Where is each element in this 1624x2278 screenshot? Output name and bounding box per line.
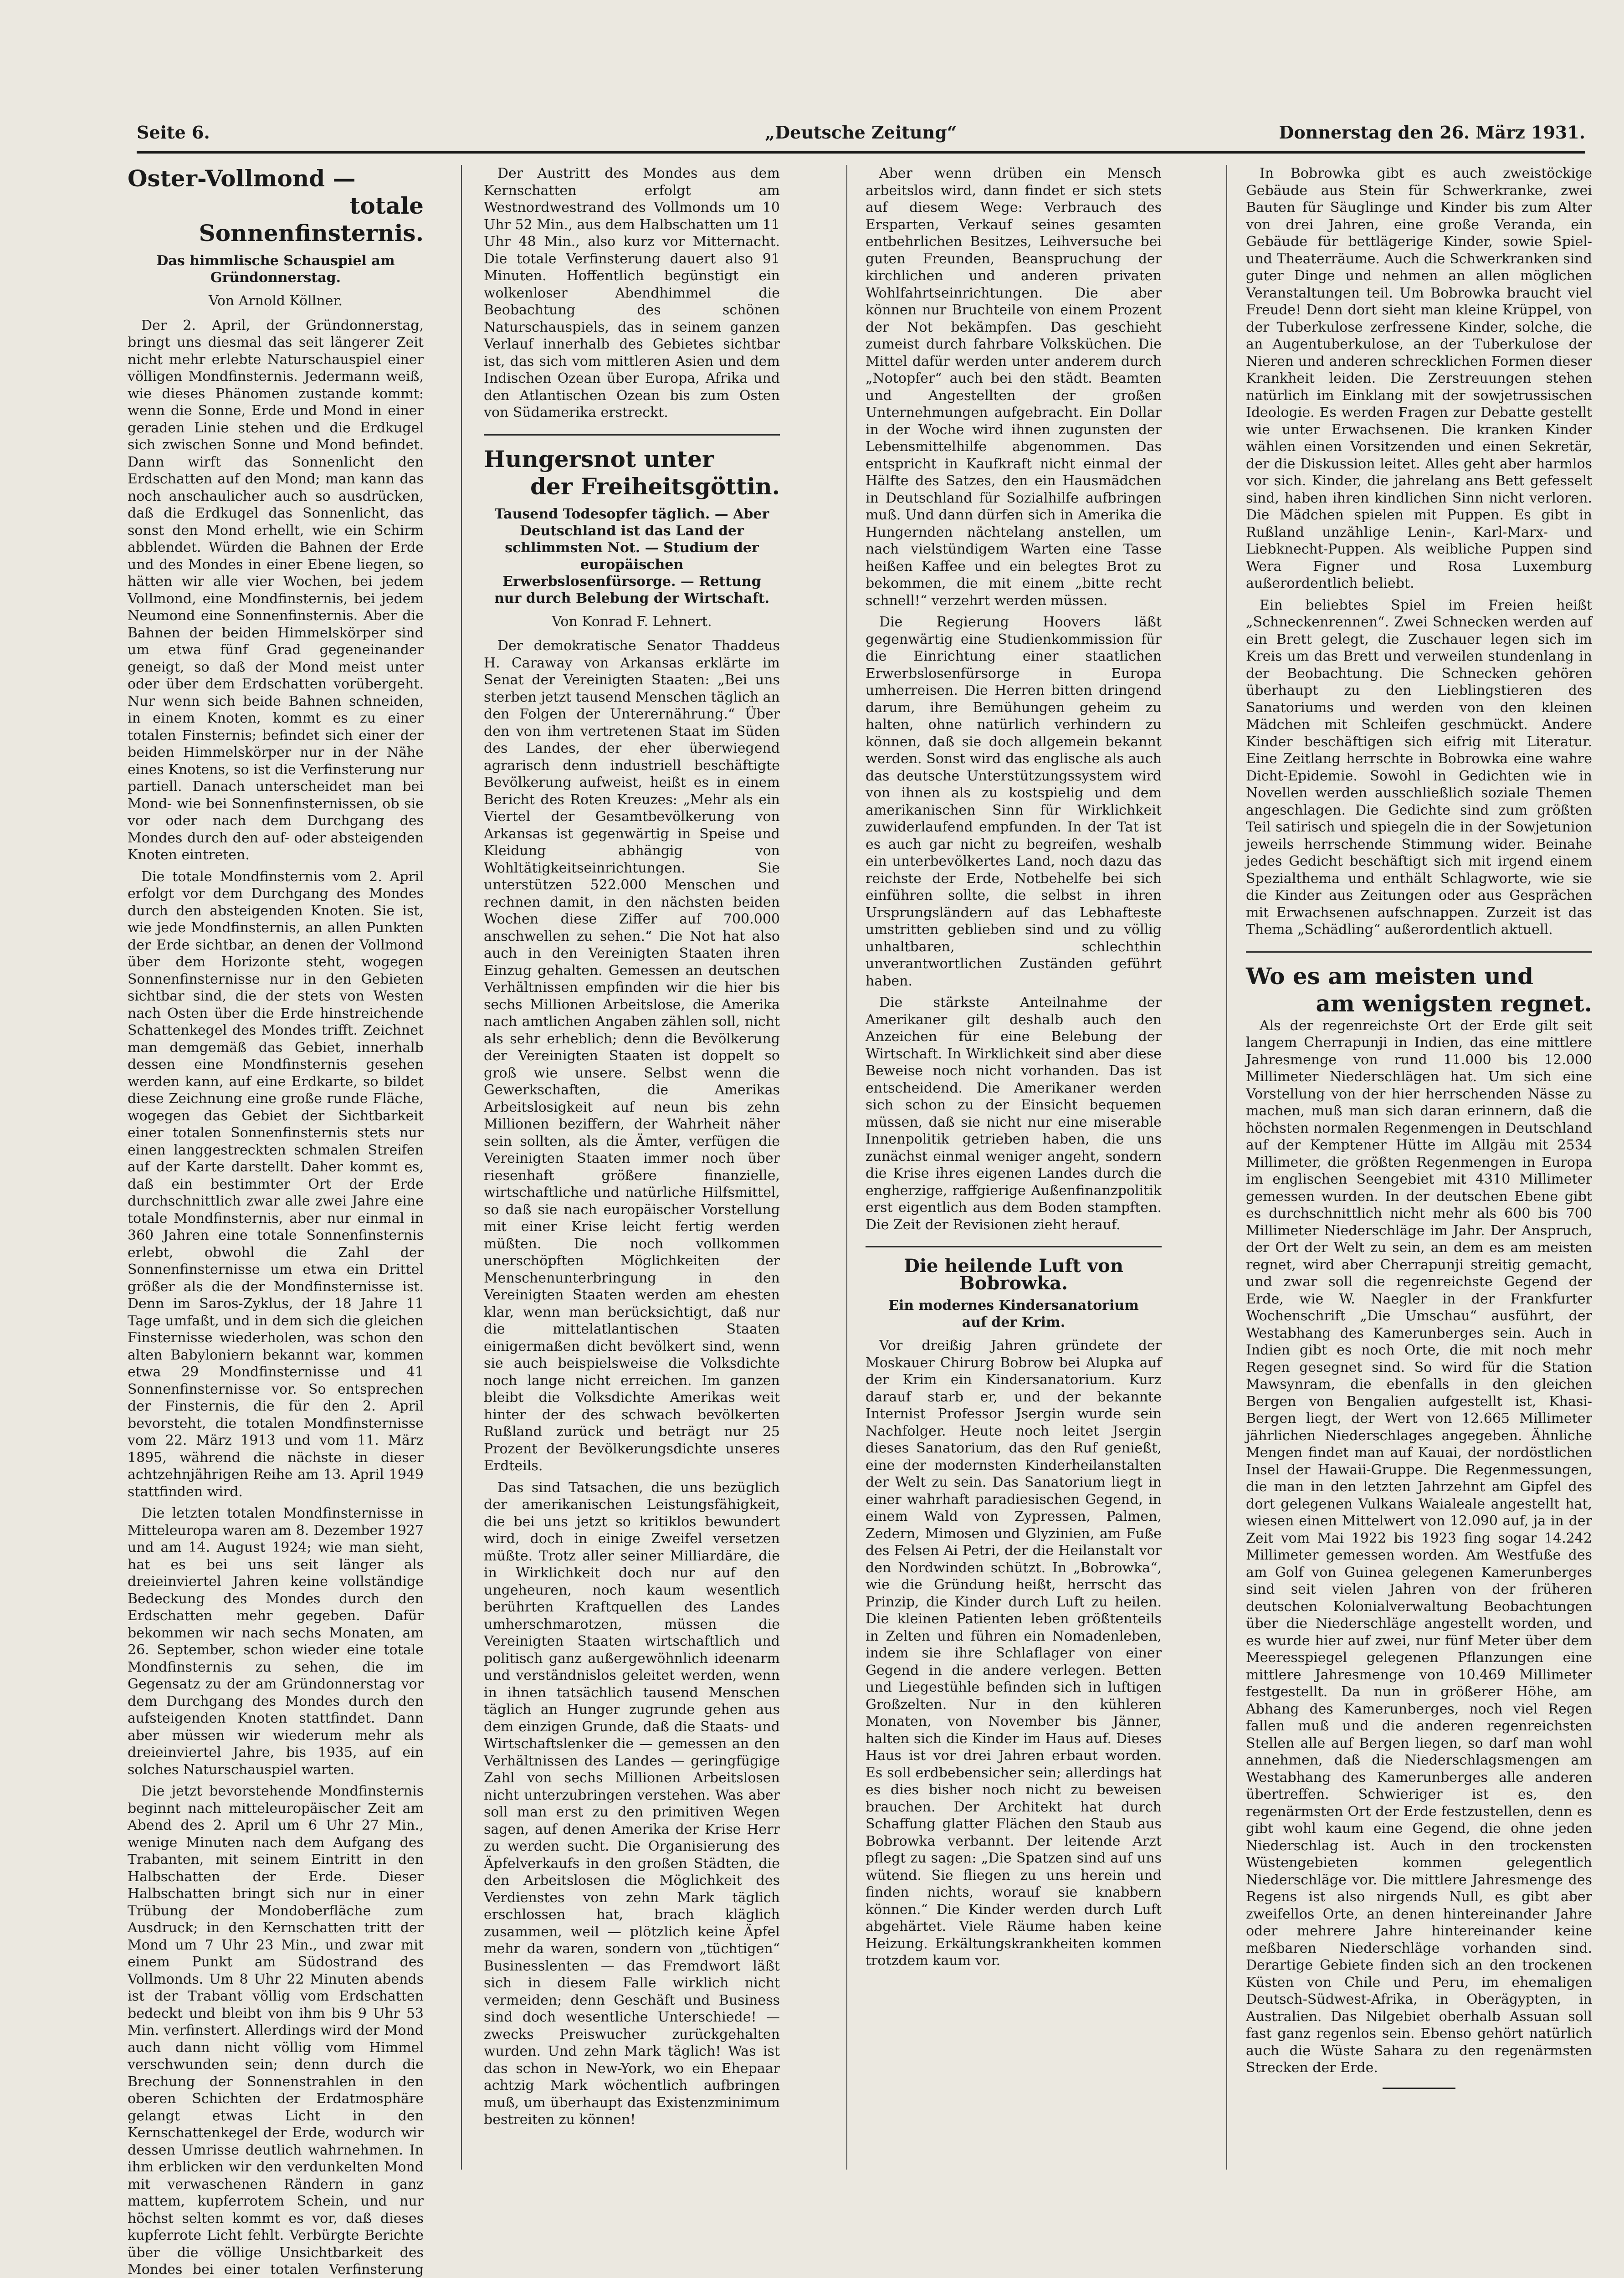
article-paragraph: Der demokratische Senator Thaddeus H. Caraway von Arkansas erklärte im Senat der Vereinigten Staaten: „Bei uns sterben jetzt tausend Menschen täglich an den Folgen der Unterernährung.“ Über den von ihm vertretenen Staat im Süden des Landes, der eher überwiegend agrarisch denn industriell beschäftigte Bevölkerung aufweist, heißt es in einem Bericht des Roten Kreuzes: „Mehr als ein Viertel der Gesamtbevölkerung von Arkansas ist gegenwärtig in Speise und Kleidung abhängig von Wohltätigkeitseinrichtungen. Sie unterstützen 522.000 Menschen und rechnen damit, in den nächsten beiden Wochen diese Ziffer auf 700.000 anschwellen zu sehen.“ Die Not hat also auch in den Vereinigten Staaten ihren Einzug gehalten. Gemessen an deutschen Verhältnissen empfinden wir die hier bis sechs Millionen Arbeitslose, die Amerika nach amtlichen Angaben zählen soll, nicht als sehr erheblich; denn die Bevölkerung der Vereinigten Staaten ist doppelt so groß wie unsere. Selbst wenn die Gewerkschaften, die Amerikas Arbeitslosigkeit auf neun bis zehn Millionen beziffern, der Wahrheit näher sein sollten, als die Ämter, verfügen die Vereinigten Staaten immer noch über riesenhaft größere finanzielle, wirtschaftliche und natürliche Hilfsmittel, so daß sie nach europäischer Vorstellung mit einer Krise leicht fertig werden müßten. Die noch vollkommen unerschöpften Möglichkeiten der Menschenunterbringung in den Vereinigten Staaten werden am ehesten klar, wenn man berücksichtigt, daß nur die mittelatlantischen Staaten einigermaßen dicht bevölkert sind, wenn sie auch beispielsweise die Volksdichte noch lange nicht erreichen. Im ganzen bleibt die Volksdichte Amerikas weit hinter der des schwach bevölkerten Rußland zurück und beträgt nur 25 Prozent der Bevölkerungsdichte unseres Erdteils. — [484, 638, 780, 1474]
article-title: am wenigsten regnet. — [1316, 990, 1592, 1017]
article-separator — [866, 1246, 1162, 1247]
article-title: Oster-Vollmond — — [128, 165, 356, 192]
article-paragraph: Die jetzt bevorstehende Mondfinsternis beginnt nach mitteleuropäischer Zeit am Abend des 2. April um 6 Uhr 27 Min., wenige Minuten nach dem Aufgang des Trabanten, mit seinem Eintritt in den Halbschatten der Erde. Dieser Halbschatten bringt sich nur in einer Trübung der Mondoberfläche zum Ausdruck; in den Kernschatten tritt der Mond um 7 Uhr 23 Min., und zwar mit einem Punkt am Südostrand des Vollmonds. Um 8 Uhr 22 Minuten abends ist der Trabant völlig vom Erdschatten bedeckt und bleibt von ihm bis 9 Uhr 53 Min. verfinstert. Allerdings wird der Mond auch dann nicht völlig vom Himmel verschwunden sein; denn durch die Brechung der Sonnenstrahlen in den oberen Schichten der Erdatmosphäre gelangt etwas Licht in den Kernschattenkegel der Erde, wodurch wir dessen Umrisse deutlich wahrnehmen. In ihm erblicken wir den verdunkelten Mond mit verwaschenen Rändern in ganz mattem, kupferrotem Schein, und nur höchst selten kommt es vor, daß dieses kupferrote Licht fehlt. Verbürgte Berichte über die völlige Unsichtbarkeit des Mondes bei einer totalen Verfinsterung — [128, 1783, 424, 2278]
article-title: Hungersnot unter — [484, 445, 714, 472]
column-rule — [846, 165, 847, 2170]
newspaper-title: „Deutsche Zeitung“ — [765, 122, 957, 143]
article-paragraph: Vor dreißig Jahren gründete der Moskauer Chirurg Bobrow bei Alupka auf der Krim ein Kindersanatorium. Kurz darauf starb er, und der bekannte Internist Professor Jsergin wurde sein Nachfolger. Heute noch leitet Jsergin dieses Sanatorium, das den Ruf genießt, eine der modernsten Kinderheilanstalten der Welt zu sein. Das Sanatorium liegt in einer wahrhaft paradiesischen Gegend, in einem Wald von Zypressen, Palmen, Zedern, Mimosen und Glyzinien, am Fuße des Felsen Ai Petri, der die Heilanstalt vor den Nordwinden schützt. In „Bobrowka“, wie die Gründung heißt, herrscht das Prinzip, die Kinder durch Luft zu heilen. Die kleinen Patienten leben größtenteils in Zelten und führen ein Nomadenleben, indem sie ihre Schlaflager von einer Gegend in die andere verlegen. Betten und Liegestühle befinden sich in luftigen Großzelten. Nur in den kühleren Monaten, von November bis Jänner, halten sich die Kinder im Haus auf. Dieses Haus ist vor drei Jahren erbaut worden. Es soll erdbebensicher sein; allerdings hat es dies bisher noch nicht zu beweisen brauchen. Der Architekt hat durch Schaffung glatter Flächen den Staub aus Bobrowka verbannt. Der leitende Arzt pflegt zu sagen: „Die Spatzen sind auf uns wütend. Sie fliegen zu uns herein und finden nichts, worauf sie knabbern können.“ Die Kinder werden durch Luft abgehärtet. Viele Räume haben keine Heizung. Erkältungskrankheiten kommen trotzdem kaum vor. — [866, 1338, 1162, 1969]
article-title: totale Sonnenfinsternis. — [199, 192, 424, 246]
column-4 — [1246, 165, 1592, 2170]
article-paragraph: Die letzten totalen Mondfinsternisse in Mitteleuropa waren am 8. Dezember 1927 und am 14. August 1924; wie man sieht, hat es bei uns seit länger als dreieinviertel Jahren keine vollständige Bedeckung des Mondes durch den Erdschatten mehr gegeben. Dafür bekommen wir nach sechs Monaten, am 26. September, schon wieder eine totale Mondfinsternis zu sehen, die im Gegensatz zu der am Gründonnerstag vor dem Durchgang des Mondes durch den aufsteigenden Knoten stattfindet. Dann aber müssen wir wiederum mehr als dreieinviertel Jahre, bis 1935, auf ein solches Naturschauspiel warten. — [128, 1505, 424, 1778]
article-paragraph: Als der regenreichste Ort der Erde gilt seit langem Cherrapunji in Indien, das eine mittlere Jahresmenge von rund 11.000 bis 12.000 Millimeter Niederschlägen hat. Um sich eine Vorstellung von der hier herrschenden Nässe zu machen, muß man sich daran erinnern, daß die höchsten normalen Regenmengen in Deutschland auf der Kemptener Hütte im Allgäu mit 2534 Millimeter, die größten Regenmengen in Europa im englischen Seengebiet mit 4310 Millimeter gemessen wurden. In der deutschen Ebene gibt es durchschnittlich nicht mehr als 600 bis 700 Millimeter Niederschläge im Jahr. Der Anspruch, der Ort der Welt zu sein, an dem es am meisten regnet, wird aber Cherrapunji streitig gemacht, und zwar soll die regenreichste Gegend der Erde, wie W. Naegler in der Frankfurter Wochenschrift „Die Umschau“ ausführt, der Westabhang des Kamerunberges sein. Auch in Indien gibt es noch Orte, die mit noch mehr Regen gesegnet sind. So wird für die Station Mawsynram, die ebenfalls in den gleichen Bergen von Bengalien aufgestellt ist, Khasi-Bergen liegt, der Wert von 12.665 Millimeter jährlichen Niederschlages angegeben. Ähnliche Mengen findet man auf Kauai, der nordöstlichen Insel der Hawaii-Gruppe. Die Regenmessungen, die man in den letzten Jahrzehnt am Gipfel des dort gelegenen Vulkans Waialeale angestellt hat, wiesen einen Mittelwert von 12.090 auf, ja in der Zeit vom Mai 1922 bis 1923 fing sogar 14.242 Millimeter gemessen worden. Am Westfuße des am Golf von Guinea gelegenen Kamerunberges sind seit vielen Jahren von der früheren deutschen Kolonialverwaltung Beobachtungen über die Niederschläge angestellt worden, und es wurde hier auf zwei, nur fünf Meter über dem Meeresspiegel gelegenen Pflanzungen eine mittlere Jahresmenge von 10.469 Millimeter festgestellt. Da nun in größerer Höhe, am Abhang des Kamerunberges, noch viel Regen fallen muß und die anderen regenreichsten Stellen alle auf Bergen liegen, so darf man wohl annehmen, daß die Niederschlagsmengen am Westabhang des Kamerunberges alle anderen übertreffen. Schwieriger ist es, den regenärmsten Ort der Erde festzustellen, denn es gibt wohl kaum eine Gegend, die ohne jeden Niederschlag ist. Auch in den trockensten Wüstengebieten kommen gelegentlich Niederschläge vor. Die mittlere Jahresmenge des Regens ist also nirgends Null, es gibt aber zweifellos Orte, an denen hintereinander Jahre oder mehrere Jahre hintereinander keine meßbaren Niederschläge vorhanden sind. Derartige Gebiete finden sich an den trockenen Küsten von Chile und Peru, im ehemaligen Deutsch-Südwest-Afrika, in Oberägypten, in Australien. Das Nilgebiet oberhalb Assuan soll fast ganz regenlos sein. Ebenso gehört natürlich auch die Wüste Sahara zu den regenärmsten Strecken der Erde. — [1246, 1017, 1592, 2076]
article-paragraph: Die stärkste Anteilnahme der Amerikaner gilt deshalb auch den Anzeichen für eine Belebung der Wirtschaft. In Wirklichkeit sind aber diese Beweise noch nicht vorhanden. Das ist entscheidend. Die Amerikaner werden sich schon zu der Einsicht bequemen müssen, daß sie nicht nur eine miserable Innenpolitik getrieben haben, die uns zunächst einmal weniger angeht, sondern die Krise ihres eigenen Landes durch die engherzige, raffgierige Außenfinanzpolitik erst eigentlich aus dem Boden stampften. Die Zeit der Revisionen zieht herauf. — [866, 995, 1162, 1233]
article-deck: Das himmlische Schauspiel am Gründonnerstag. — [156, 253, 395, 286]
article-deck: Tausend Todesopfer täglich. — Aber Deutschland ist das Land der schlimmsten Not. — Studium der europäischen Erwerbslosenfürsorge. — Rettung nur durch Belebung der Wirtschaft. — [494, 506, 770, 606]
masthead — [137, 119, 1585, 154]
article-paragraph: Die totale Mondfinsternis vom 2. April erfolgt vor dem Durchgang des Mondes durch den absteigenden Knoten. Sie ist, wie jede Mondfinsternis, an allen Punkten der Erde sichtbar, an denen der Vollmond über dem Horizonte steht, wogegen Sonnenfinsternisse nur in den Gebieten sichtbar sind, die der stets von Westen nach Osten über die Erde hinstreichende Schattenkegel des Mondes trifft. Zeichnet man demgemäß das Gebiet, innerhalb dessen eine Mondfinsternis gesehen werden kann, auf eine Erdkarte, so bildet diese Zeichnung eine große runde Fläche, wogegen das Gebiet der Sichtbarkeit einer totalen Sonnenfinsternis stets nur einen langgestreckten schmalen Streifen auf der Karte darstellt. Daher kommt es, daß ein bestimmter Ort der Erde durchschnittlich zwar alle zwei Jahre eine totale Mondfinsternis, aber nur einmal in 360 Jahren eine totale Sonnenfinsternis erlebt, obwohl die Zahl der Sonnenfinsternisse um etwa ein Drittel größer als die der Mondfinsternisse ist. Denn im Saros-Zyklus, der 18 Jahre 11 Tage umfaßt, und in dem sich die gleichen Finsternisse wiederholen, was schon den alten Babyloniern bekannt war, kommen etwa 29 Mondfinsternisse und 41 Sonnenfinsternisse vor. So entsprechen der Finsternis, die für den 2. April bevorsteht, die totalen Mondfinsternisse vom 22. März 1913 und vom 11. März 1895, während die nächste in dieser achtzehnjährigen Reihe am 13. April 1949 stattfinden wird. — [128, 868, 424, 1500]
column-2 — [484, 165, 780, 2170]
article-byline: Von Arnold Köllner. — [208, 293, 343, 309]
article-title: der Freiheitsgöttin. — [530, 472, 780, 500]
page-number: Seite 6. — [137, 122, 210, 143]
article-separator — [1246, 951, 1592, 953]
article-paragraph: Ein beliebtes Spiel im Freien heißt „Schneckenrennen“. Zwei Schnecken werden auf ein Brett gelegt, die Zuschauer legen sich im Kreis um das Brett und verweilen stundenlang in der Beobachtung. Die Schnecken gehören überhaupt zu den Lieblingstieren des Sanatoriums und werden von den kleinen Mädchen mit Schleifen geschmückt. Andere Kinder beschäftigen sich eifrig mit Literatur. Eine Zeitlang herrschte in Bobrowka eine wahre Dicht-Epidemie. Sowohl in Gedichten wie in Novellen werden ausschließlich soziale Themen angeschlagen. Die Gedichte sind zum größten Teil satirisch und spiegeln die in der Sowjetunion jeweils herrschende Stimmung wider. Beinahe jedes Gedicht beschäftigt sich mit irgend einem Spezialthema und enthält Schlagworte, wie sie die Kinder aus Zeitungen oder aus Gesprächen mit Erwachsenen aufschnappen. Zurzeit ist das Thema „Schädling“ außerordentlich aktuell. — [1246, 597, 1592, 938]
article-deck: Ein modernes Kindersanatorium auf der Krim. — [888, 1298, 1139, 1330]
article-paragraph: Das sind Tatsachen, die uns bezüglich der amerikanischen Leistungsfähigkeit, die bei uns jetzt so kritiklos bewundert wird, doch in einige Zweifel versetzen müßte. Trotz aller seiner Milliardäre, die in Wirklichkeit doch nur auf den ungeheuren, noch kaum wesentlich berührten Kraftquellen des Landes umherschmarotzen, müssen die Vereinigten Staaten wirtschaftlich und politisch ganz außergewöhnlich ideenarm und verständnislos geleitet werden, wenn in ihnen tatsächlich tausend Menschen täglich an Hunger zugrunde gehen aus dem einzigen Grunde, daß die Staats- und Wirtschaftslenker die — gemessen an den Verhältnissen des Landes — geringfügige Zahl von sechs Millionen Arbeitslosen nicht unterzubringen verstehen. Was aber soll man erst zu den primitiven Wegen sagen, auf denen Amerika der Krise Herr zu werden sucht. Die Organisierung des Äpfelverkaufs in den großen Städten, die den Arbeitslosen die Möglichkeit des Verdienstes von zehn Mark täglich erschlossen hat, brach kläglich zusammen, weil — plötzlich keine Äpfel mehr da waren, sondern von „tüchtigen“ Businesslenten — das Fremdwort läßt sich in diesem Falle wirklich nicht vermeiden; denn Geschäft und Business sind doch wesentliche Unterschiede! — zwecks Preiswucher zurückgehalten wurden. Und zehn Mark täglich! Was ist das schon in New-York, wo ein Ehepaar achtzig Mark wöchentlich aufbringen muß, um überhaupt das Existenzminimum bestreiten zu können! — [484, 1479, 780, 2128]
column-rule — [1226, 165, 1227, 2170]
article-paragraph: Aber wenn drüben ein Mensch arbeitslos wird, dann findet er sich stets auf diesem Wege: Verbrauch des Ersparten, Verkauf seines gesamten entbehrlichen Besitzes, Leihversuche bei guten Freunden, Beanspruchung der kirchlichen und anderen privaten Wohlfahrtseinrichtungen. Die aber können nur Bruchteile von einem Prozent der Not bekämpfen. Das geschieht zumeist durch fahrbare Volksküchen. Die Mittel dafür werden unter anderem durch „Notopfer“ auch bei den städt. Beamten und Angestellten der großen Unternehmungen aufgebracht. Ein Dollar in der Woche wird ihnen zugunsten der Lebensmittelhilfe abgenommen. Das entspricht in Kaufkraft nicht einmal der Hälfte des Satzes, den ein Hausmädchen in Deutschland für Sozialhilfe aufbringen muß. Und dann dürfen sich in Amerika die Hungernden nächtelang anstellen, um nach vielstündigem Warten eine Tasse heißen Kaffee und ein belegtes Brot zu bekommen, die mit einem „bitte recht schnell!“ verzehrt werden müssen. — [866, 165, 1162, 609]
end-rule — [1383, 2088, 1455, 2089]
article-paragraph: Der Austritt des Mondes aus dem Kernschatten erfolgt am Westnordwestrand des Vollmonds um 10 Uhr 52 Min., aus dem Halbschatten um 11 Uhr 48 Min., also kurz vor Mitternacht. Die totale Verfinsterung dauert also 91 Minuten. Hoffentlich begünstigt ein wolkenloser Abendhimmel die Beobachtung des schönen Naturschauspiels, das in seinem ganzen Verlauf innerhalb des Gebietes sichtbar ist, das sich vom mittleren Asien und dem Indischen Ozean über Europa, Afrika und den Atlantischen Ozean bis zum Osten von Südamerika erstreckt. — [484, 165, 780, 421]
column-3 — [866, 165, 1162, 2170]
article-title: Die heilende Luft von Bobrowka. — [904, 1255, 1123, 1294]
column-1 — [128, 165, 424, 2278]
article-byline: Von Konrad F. Lehnert. — [552, 613, 712, 630]
article-paragraph: Die Regierung Hoovers läßt gegenwärtig eine Studienkommission für die Einrichtung einer staatlichen Erwerbslosenfürsorge in Europa umherreisen. Die Herren bitten dringend darum, ihre Bemühungen geheim zu halten, ohne natürlich verhindern zu können, daß sie doch allgemein bekannt werden. Sonst wird das englische als auch das deutsche Unterstützungssystem wird von ihnen als zu kostspielig und dem amerikanischen Sinn für Wirklichkeit zuwiderlaufend empfunden. In der Tat ist es auch gar nicht zu begreifen, weshalb ein unterbevölkertes Land, noch dazu das reichste der Erde, Notbehelfe bei sich einführen sollte, die selbst in ihren Ursprungsländern auf das Lebhafteste umstritten geblieben sind und zu völlig unhaltbaren, schlechthin unverantwortlichen Zuständen geführt haben. — [866, 614, 1162, 989]
column-rule — [461, 165, 462, 2170]
article-separator — [484, 434, 780, 436]
article-title: Wo es am meisten und — [1246, 962, 1534, 990]
article-paragraph: In Bobrowka gibt es auch zweistöckige Gebäude aus Stein für Schwerkranke, zwei Bauten für Säuglinge und Kinder bis zum Alter von drei Jahren, eine große Veranda, ein Gebäude für bettlägerige Kinder, sowie Spiel- und Theaterräume. Auch die Schwerkranken sind guter Dinge und nehmen an allen möglichen Veranstaltungen teil. Um Bobrowka braucht viel Freude! Denn dort sieht man kleine Krüppel, von der Tuberkulose zerfressene Kinder, solche, die an Augentuberkulose, an der Tuberkulose der Nieren und anderen schrecklichen Formen dieser Krankheit leiden. Die Zerstreuungen stehen natürlich im Einklang mit der sowjetrussischen Ideologie. Es werden Fragen zur Debatte gestellt wie unter Erwachsenen. Die kranken Kinder wählen einen Vorsitzenden und einen Sekretär, der die Diskussion leitet. Alles geht aber harmlos vor sich. Kinder, die jahrelang ans Bett gefesselt sind, haben ihren kindlichen Sinn nicht verloren. Die Mädchen spielen mit Puppen. Es gibt in Rußland unzählige Lenin-, Karl-Marx- und Liebknecht-Puppen. Als weibliche Puppen sind Wera Figner und Rosa Luxemburg außerordentlich beliebt. — [1246, 165, 1592, 591]
article-paragraph: Der 2. April, der Gründonnerstag, bringt uns diesmal das seit längerer Zeit nicht mehr erlebte Naturschauspiel einer völligen Mondfinsternis. Jedermann weiß, wie dieses Phänomen zustande kommt: wenn die Sonne, Erde und Mond in einer geraden Linie stehen und die Erdkugel sich zwischen Sonne und Mond befindet. Dann wirft das Sonnenlicht den Erdschatten auf den Mond; man kann das noch anschaulicher auch so ausdrücken, daß die Erdkugel das Sonnenlicht, das sonst den Mond erhellt, wie ein Schirm abblendet. Würden die Bahnen der Erde und des Mondes in einer Ebene liegen, so hätten wir alle vier Wochen, bei jedem Vollmond, eine Mondfinsternis, bei jedem Neumond eine Sonnenfinsternis. Aber die Bahnen der beiden Himmelskörper sind um etwa fünf Grad gegeneinander geneigt, so daß der Mond meist unter oder über dem Erdschatten vorübergeht. Nur wenn sich beide Bahnen schneiden, in einem Knoten, kommt es zu einer totalen Finsternis; befindet sich einer der beiden Himmelskörper nur in der Nähe eines Knotens, so ist die Verfinsterung nur partiell. Danach unterscheidet man bei Mond- wie bei Sonnenfinsternissen, ob sie vor oder nach dem Durchgang des Mondes durch den auf- oder absteigenden Knoten eintreten. — [128, 317, 424, 863]
issue-date: Donnerstag den 26. März 1931. — [1279, 122, 1585, 143]
